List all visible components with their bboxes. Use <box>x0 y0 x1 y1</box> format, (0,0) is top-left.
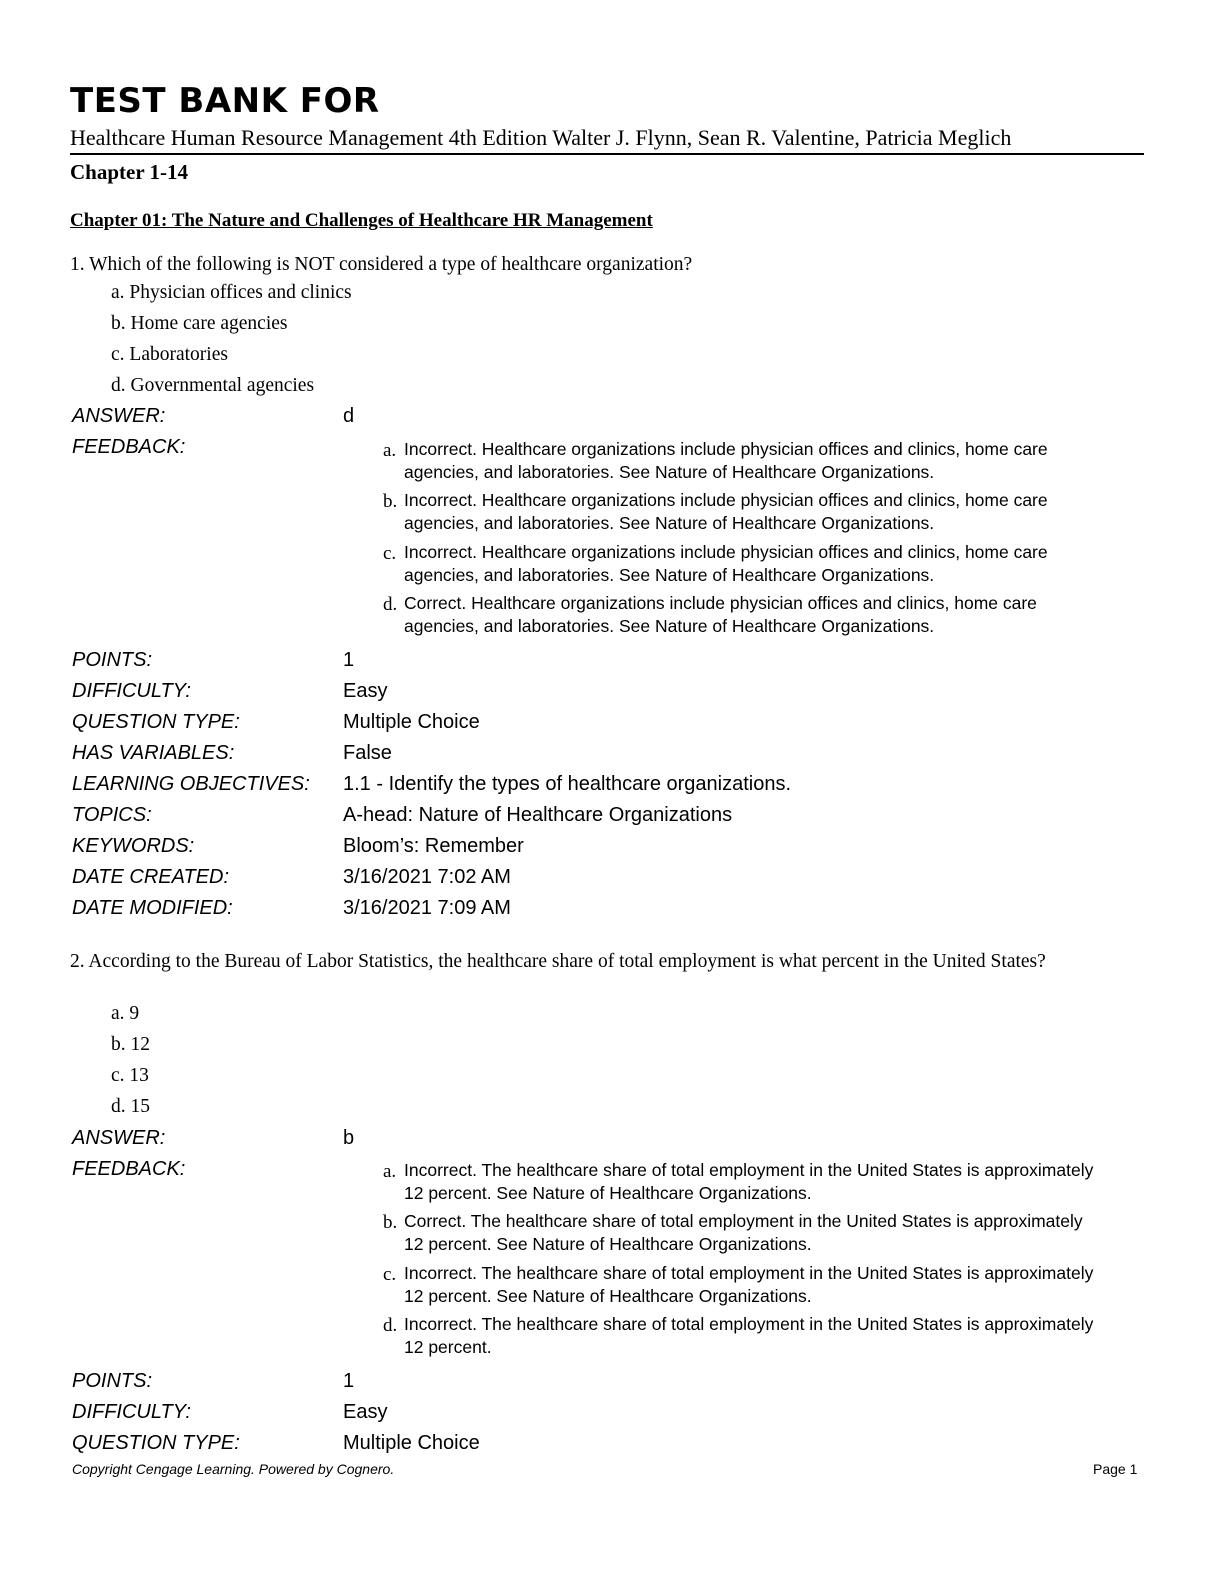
feedback-letter: b. <box>383 1212 398 1233</box>
date-created-value: 3/16/2021 7:02 AM <box>343 866 511 888</box>
feedback-text: Incorrect. The healthcare share of total employment in the United States is approximately 12 percent. <box>404 1314 1094 1357</box>
question-type-value: Multiple Choice <box>343 711 480 733</box>
learning-objectives-value: 1.1 - Identify the types of healthcare organizations. <box>343 773 792 795</box>
answer-value: b <box>343 1127 355 1149</box>
answer-label: ANSWER: <box>72 1127 166 1149</box>
feedback-text: Incorrect. Healthcare organizations include physician offices and clinics, home care agencies, and laboratories. See Nature of Healthcare Organizations. <box>404 490 1048 533</box>
feedback-text: Incorrect. Healthcare organizations include physician offices and clinics, home care agencies, and laboratories. See Nature of Healthcare Organizations. <box>404 439 1048 482</box>
question-type-label: QUESTION TYPE: <box>72 711 240 733</box>
difficulty-value: Easy <box>343 680 388 702</box>
keywords-label: KEYWORDS: <box>72 835 195 857</box>
keywords-value: Bloom’s: Remember <box>343 835 524 857</box>
feedback-letter: a. <box>383 440 397 461</box>
title-divider <box>70 153 1144 155</box>
feedback-letter: d. <box>383 594 398 615</box>
feedback-text: Correct. The healthcare share of total employment in the United States is approximately 12 percent. See Nature of Healthcare Organizations. <box>404 1211 1083 1254</box>
footer-copyright: Copyright Cengage Learning. Powered by Cognero. <box>72 1461 395 1477</box>
answer-label: ANSWER: <box>72 405 166 427</box>
book-title: Healthcare Human Resource Management 4th Edition Walter J. Flynn, Sean R. Valentine, Patricia Meglich <box>70 125 1012 150</box>
feedback-letter: d. <box>383 1315 398 1336</box>
answer-option-b: b. Home care agencies <box>111 313 288 334</box>
points-value: 1 <box>343 1370 355 1392</box>
feedback-text: Incorrect. The healthcare share of total employment in the United States is approximately 12 percent. See Nature of Healthcare Organizations. <box>404 1160 1094 1203</box>
points-label: POINTS: <box>72 649 153 671</box>
feedback-label: FEEDBACK: <box>72 436 186 458</box>
chapter-heading: Chapter 01: The Nature and Challenges of Healthcare HR Management <box>70 210 653 231</box>
answer-option-c: c. Laboratories <box>111 344 228 365</box>
answer-option-a: a. 9 <box>111 1003 140 1024</box>
answer-option-d: d. 15 <box>111 1096 150 1117</box>
answer-option-d: d. Governmental agencies <box>111 375 315 396</box>
topics-value: A-head: Nature of Healthcare Organizations <box>343 804 733 826</box>
has-variables-label: HAS VARIABLES: <box>72 742 235 764</box>
answer-option-a: a. Physician offices and clinics <box>111 282 352 303</box>
topics-label: TOPICS: <box>72 804 152 826</box>
feedback-letter: c. <box>383 1264 397 1285</box>
feedback-letter: c. <box>383 543 397 564</box>
points-label: POINTS: <box>72 1370 153 1392</box>
answer-value: d <box>343 405 355 427</box>
learning-objectives-label: LEARNING OBJECTIVES: <box>72 773 310 795</box>
difficulty-label: DIFFICULTY: <box>72 680 191 702</box>
chapter-range: Chapter 1-14 <box>70 160 189 184</box>
test-bank-banner: TEST BANK FOR <box>70 81 380 121</box>
answer-option-b: b. 12 <box>111 1034 150 1055</box>
points-value: 1 <box>343 649 355 671</box>
difficulty-label: DIFFICULTY: <box>72 1401 191 1423</box>
date-modified-value: 3/16/2021 7:09 AM <box>343 897 511 919</box>
question-type-value: Multiple Choice <box>343 1432 480 1454</box>
feedback-label: FEEDBACK: <box>72 1158 186 1180</box>
date-created-label: DATE CREATED: <box>72 866 230 888</box>
question-stem: 1. Which of the following is NOT considered a type of healthcare organization? <box>70 254 693 275</box>
has-variables-value: False <box>343 742 392 764</box>
feedback-letter: a. <box>383 1161 397 1182</box>
answer-option-c: c. 13 <box>111 1065 149 1086</box>
footer-page-number: Page 1 <box>1093 1461 1138 1477</box>
feedback-letter: b. <box>383 491 398 512</box>
feedback-text: Incorrect. The healthcare share of total employment in the United States is approximately 12 percent. See Nature of Healthcare Organizations. <box>404 1263 1094 1306</box>
question-stem: 2. According to the Bureau of Labor Statistics, the healthcare share of total employment is what percent in the United States? <box>70 951 1046 972</box>
feedback-text: Correct. Healthcare organizations include physician offices and clinics, home care agencies, and laboratories. See Nature of Healthcare Organizations. <box>404 593 1037 636</box>
date-modified-label: DATE MODIFIED: <box>72 897 233 919</box>
question-type-label: QUESTION TYPE: <box>72 1432 240 1454</box>
feedback-text: Incorrect. Healthcare organizations include physician offices and clinics, home care agencies, and laboratories. See Nature of Healthcare Organizations. <box>404 542 1048 585</box>
difficulty-value: Easy <box>343 1401 388 1423</box>
